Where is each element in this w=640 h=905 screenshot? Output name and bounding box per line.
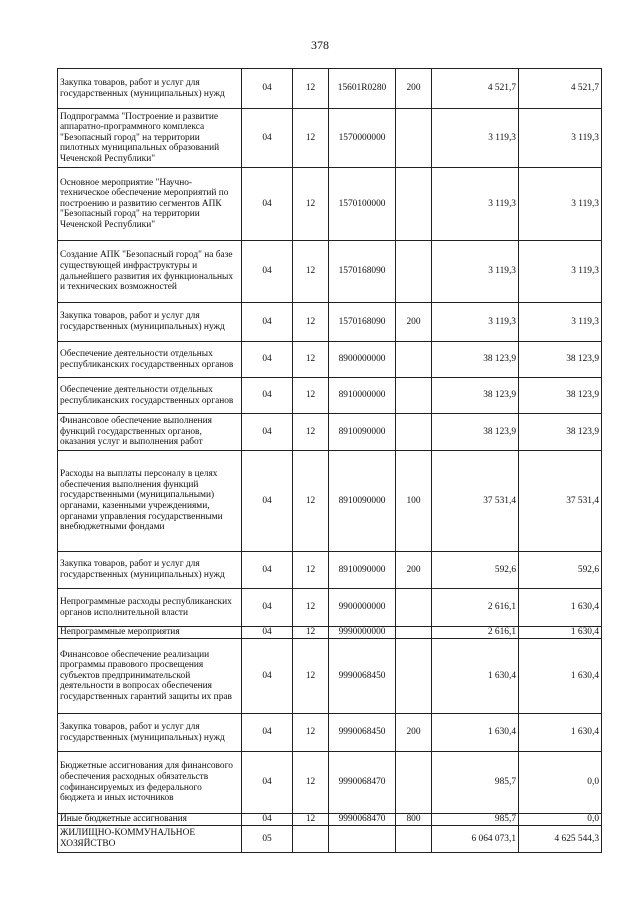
row-section: 04 xyxy=(242,109,293,168)
table-row xyxy=(58,826,602,853)
row-target-article: 9990000000 xyxy=(329,627,396,639)
row-section: 05 xyxy=(242,826,293,853)
row-subsection: 12 xyxy=(293,303,329,342)
row-subsection: 12 xyxy=(293,241,329,303)
row-target-article: 9900000000 xyxy=(329,589,396,627)
row-subsection: 12 xyxy=(293,752,329,814)
row-target-article: 9990068470 xyxy=(329,814,396,826)
table-row xyxy=(58,414,602,451)
row-amount-2: 1 630,4 xyxy=(519,714,602,752)
row-target-article: 9990068450 xyxy=(329,714,396,752)
row-amount-2: 592,6 xyxy=(519,552,602,589)
row-subsection: 12 xyxy=(293,627,329,639)
row-subsection: 12 xyxy=(293,552,329,589)
row-subsection: 12 xyxy=(293,378,329,414)
table-row xyxy=(58,752,602,814)
row-target-article: 8910090000 xyxy=(329,414,396,451)
table-row xyxy=(58,814,602,826)
row-subsection: 12 xyxy=(293,69,329,109)
row-name: Непрограммные мероприятия xyxy=(58,627,242,639)
row-expense-type xyxy=(396,342,432,378)
row-section: 04 xyxy=(242,168,293,241)
table-row xyxy=(58,342,602,378)
row-amount-2: 38 123,9 xyxy=(519,414,602,451)
row-target-article: 1570168090 xyxy=(329,303,396,342)
row-subsection: 12 xyxy=(293,414,329,451)
table-row xyxy=(58,241,602,303)
row-amount-2: 3 119,3 xyxy=(519,109,602,168)
row-subsection: 12 xyxy=(293,342,329,378)
row-amount-2: 3 119,3 xyxy=(519,303,602,342)
row-subsection: 12 xyxy=(293,109,329,168)
row-target-article xyxy=(329,826,396,853)
table-row xyxy=(58,589,602,627)
row-section: 04 xyxy=(242,639,293,714)
row-section: 04 xyxy=(242,303,293,342)
row-section: 04 xyxy=(242,378,293,414)
row-name: Закупка товаров, работ и услуг для государственных (муниципальных) нужд xyxy=(58,69,242,109)
row-amount-1: 3 119,3 xyxy=(432,109,519,168)
row-expense-type xyxy=(396,168,432,241)
row-subsection: 12 xyxy=(293,589,329,627)
row-amount-1: 3 119,3 xyxy=(432,241,519,303)
row-expense-type xyxy=(396,241,432,303)
row-amount-2: 38 123,9 xyxy=(519,378,602,414)
page-number: 378 xyxy=(311,38,329,52)
row-amount-2: 4 625 544,3 xyxy=(519,826,602,853)
budget-table xyxy=(57,68,602,853)
row-expense-type: 100 xyxy=(396,451,432,552)
row-amount-1: 38 123,9 xyxy=(432,378,519,414)
row-target-article: 9990068450 xyxy=(329,639,396,714)
row-amount-2: 1 630,4 xyxy=(519,639,602,714)
row-amount-2: 37 531,4 xyxy=(519,451,602,552)
row-name: Создание АПК "Безопасный город" на базе существующей инфраструктуры и дальнейшего развития их функциональных и технических возможностей xyxy=(58,241,242,303)
table-row xyxy=(58,714,602,752)
row-amount-1: 3 119,3 xyxy=(432,168,519,241)
row-expense-type xyxy=(396,639,432,714)
row-amount-2: 0,0 xyxy=(519,752,602,814)
row-name: Подпрограмма "Построение и развитие аппаратно-программного комплекса "Безопасный город" на территории пилотных муниципальных образований Чеченской Республики" xyxy=(58,109,242,168)
row-amount-1: 1 630,4 xyxy=(432,714,519,752)
row-expense-type: 200 xyxy=(396,552,432,589)
row-amount-1: 985,7 xyxy=(432,752,519,814)
row-name: Расходы на выплаты персоналу в целях обеспечения выполнения функций государственными (муниципальными) органами, казенными учреждениями, органами управления государственными внебюджетными фондами xyxy=(58,451,242,552)
row-section: 04 xyxy=(242,714,293,752)
table-row xyxy=(58,378,602,414)
row-amount-1: 38 123,9 xyxy=(432,414,519,451)
row-name: Закупка товаров, работ и услуг для государственных (муниципальных) нужд xyxy=(58,714,242,752)
row-amount-2: 4 521,7 xyxy=(519,69,602,109)
row-section: 04 xyxy=(242,342,293,378)
table-row xyxy=(58,168,602,241)
row-section: 04 xyxy=(242,589,293,627)
row-name: Основное мероприятие "Научно-техническое обеспечение мероприятий по построению и развитию сегментов АПК "Безопасный город" на территории Чеченской Республики" xyxy=(58,168,242,241)
row-amount-1: 2 616,1 xyxy=(432,627,519,639)
row-amount-2: 3 119,3 xyxy=(519,168,602,241)
row-name: Иные бюджетные ассигнования xyxy=(58,814,242,826)
table-row xyxy=(58,69,602,109)
row-target-article: 1570168090 xyxy=(329,241,396,303)
row-subsection xyxy=(293,826,329,853)
row-expense-type xyxy=(396,414,432,451)
row-target-article: 15601R0280 xyxy=(329,69,396,109)
table-row xyxy=(58,627,602,639)
table-row xyxy=(58,109,602,168)
row-expense-type: 200 xyxy=(396,714,432,752)
row-amount-1: 3 119,3 xyxy=(432,303,519,342)
table-row xyxy=(58,552,602,589)
row-expense-type: 800 xyxy=(396,814,432,826)
row-subsection: 12 xyxy=(293,714,329,752)
row-expense-type xyxy=(396,378,432,414)
row-name: ЖИЛИЩНО-КОММУНАЛЬНОЕ ХОЗЯЙСТВО xyxy=(58,826,242,853)
row-section: 04 xyxy=(242,241,293,303)
row-amount-2: 1 630,4 xyxy=(519,627,602,639)
row-amount-2: 0,0 xyxy=(519,814,602,826)
row-name: Обеспечение деятельности отдельных республиканских государственных органов xyxy=(58,378,242,414)
row-section: 04 xyxy=(242,552,293,589)
row-name: Непрограммные расходы республиканских органов исполнительной власти xyxy=(58,589,242,627)
row-name: Закупка товаров, работ и услуг для государственных (муниципальных) нужд xyxy=(58,552,242,589)
row-section: 04 xyxy=(242,451,293,552)
row-section: 04 xyxy=(242,414,293,451)
row-amount-1: 6 064 073,1 xyxy=(432,826,519,853)
row-section: 04 xyxy=(242,752,293,814)
table-row xyxy=(58,303,602,342)
row-target-article: 8910090000 xyxy=(329,552,396,589)
row-amount-1: 985,7 xyxy=(432,814,519,826)
row-target-article: 8910000000 xyxy=(329,378,396,414)
table-row xyxy=(58,639,602,714)
row-subsection: 12 xyxy=(293,451,329,552)
row-amount-1: 37 531,4 xyxy=(432,451,519,552)
row-amount-1: 38 123,9 xyxy=(432,342,519,378)
row-target-article: 8900000000 xyxy=(329,342,396,378)
row-target-article: 8910090000 xyxy=(329,451,396,552)
row-expense-type xyxy=(396,826,432,853)
row-expense-type xyxy=(396,109,432,168)
row-amount-2: 38 123,9 xyxy=(519,342,602,378)
row-expense-type: 200 xyxy=(396,69,432,109)
row-name: Закупка товаров, работ и услуг для государственных (муниципальных) нужд xyxy=(58,303,242,342)
table-row xyxy=(58,451,602,552)
row-subsection: 12 xyxy=(293,168,329,241)
row-name: Обеспечение деятельности отдельных республиканских государственных органов xyxy=(58,342,242,378)
row-amount-1: 4 521,7 xyxy=(432,69,519,109)
row-expense-type xyxy=(396,589,432,627)
row-section: 04 xyxy=(242,814,293,826)
row-section: 04 xyxy=(242,627,293,639)
row-name: Финансовое обеспечение реализации программы правового просвещения субъектов предпринимательской деятельности в вопросах обеспечения государственных гарантий защиты их прав xyxy=(58,639,242,714)
row-target-article: 9990068470 xyxy=(329,752,396,814)
row-subsection: 12 xyxy=(293,639,329,714)
row-name: Финансовое обеспечение выполнения функций государственных органов, оказания услуг и выполнения работ xyxy=(58,414,242,451)
row-expense-type xyxy=(396,752,432,814)
row-amount-2: 3 119,3 xyxy=(519,241,602,303)
row-amount-2: 1 630,4 xyxy=(519,589,602,627)
row-name: Бюджетные ассигнования для финансового обеспечения расходных обязательств софинансируемых из федерального бюджета и иных источников xyxy=(58,752,242,814)
row-amount-1: 2 616,1 xyxy=(432,589,519,627)
row-expense-type xyxy=(396,627,432,639)
row-target-article: 1570000000 xyxy=(329,109,396,168)
row-section: 04 xyxy=(242,69,293,109)
row-target-article: 1570100000 xyxy=(329,168,396,241)
row-amount-1: 1 630,4 xyxy=(432,639,519,714)
row-amount-1: 592,6 xyxy=(432,552,519,589)
row-subsection: 12 xyxy=(293,814,329,826)
row-expense-type: 200 xyxy=(396,303,432,342)
